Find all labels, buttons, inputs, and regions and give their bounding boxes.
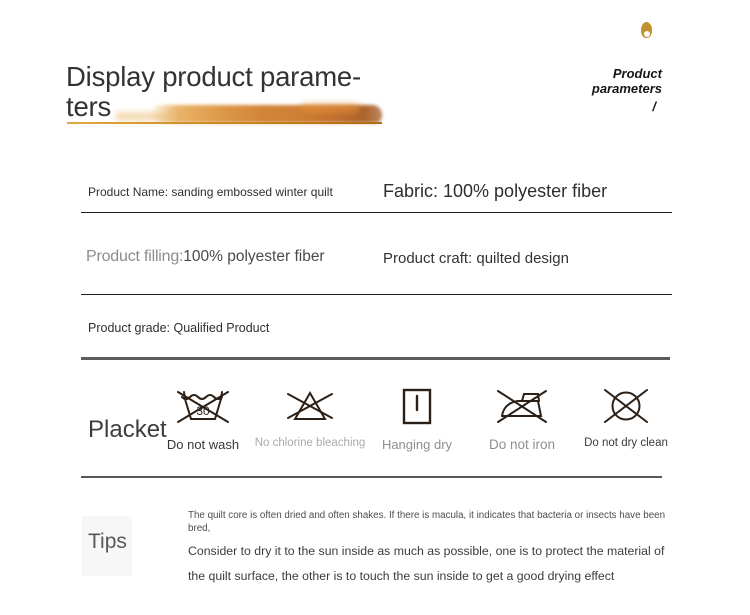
tips-note-line2: the quilt surface, the other is to touch the sun inside to get a good drying effect <box>188 569 615 583</box>
hanging-dry-icon <box>389 386 445 426</box>
do-not-wash-icon <box>175 386 231 426</box>
svg-text:30: 30 <box>196 404 210 418</box>
spec-fabric: Fabric: 100% polyester fiber <box>383 181 608 201</box>
divider-thick <box>81 357 670 360</box>
spec-grade: Product grade: Qualified Product <box>88 321 270 335</box>
spec-filling-label: Product filling: <box>86 248 184 265</box>
page-title-line1: Display product parame- <box>66 61 361 92</box>
care-item-label: Do not iron <box>488 437 556 452</box>
no-chlorine-bleaching-icon <box>282 386 338 426</box>
corner-label <box>540 66 662 114</box>
care-section-label: Placket <box>88 416 167 443</box>
divider <box>81 294 672 295</box>
corner-slash: / <box>652 99 656 114</box>
divider <box>81 476 662 478</box>
care-item-do-not-iron <box>462 386 582 452</box>
care-item-label: Hanging dry <box>381 437 453 452</box>
do-not-iron-icon <box>494 386 550 426</box>
care-item-label: No chlorine bleaching <box>254 437 366 449</box>
care-item-label: Do not dry clean <box>584 437 668 449</box>
spec-product-name: Product Name: sanding embossed winter quilt <box>88 185 333 199</box>
divider <box>81 212 672 213</box>
brush-stroke-decoration <box>300 103 360 113</box>
corner-label-line2: parameters <box>591 81 662 96</box>
care-item-no-chlorine-bleaching <box>250 386 370 449</box>
corner-label-line1: Product <box>612 66 662 81</box>
tips-note-line1: Consider to dry it to the sun inside as much as possible, one is to protect the material of <box>188 544 665 558</box>
care-item-do-not-wash <box>143 386 263 452</box>
tips-note-small: The quilt core is often dried and often shakes. If there is macula, it indicates that bacteria or insects have been bred, <box>188 510 666 534</box>
care-item-hanging-dry <box>357 386 477 452</box>
care-item-label: Do not wash <box>166 437 240 452</box>
pin-icon <box>641 22 652 38</box>
spec-craft: Product craft: quilted design <box>383 250 569 267</box>
tips-section-label: Tips <box>88 530 127 553</box>
care-item-do-not-dry-clean <box>566 386 686 449</box>
page-title-line2: ters <box>66 91 112 122</box>
spec-filling-value: 100% polyester fiber <box>183 248 325 265</box>
title-underline <box>67 122 382 124</box>
spec-filling <box>86 248 325 266</box>
do-not-dry-clean-icon <box>598 386 654 426</box>
